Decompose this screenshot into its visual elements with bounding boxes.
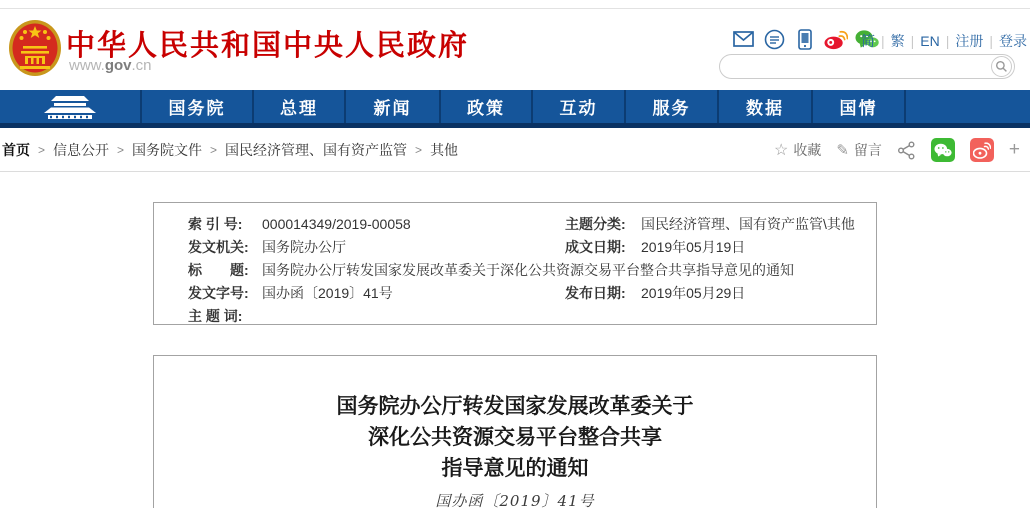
lang-simplified[interactable]: 简 [861, 33, 875, 49]
mobile-icon[interactable] [793, 28, 817, 50]
top-divider [0, 8, 1030, 9]
url-cn: .cn [131, 57, 152, 74]
header-quick-icons [731, 28, 879, 50]
nav-item-policies[interactable]: 政策 [439, 90, 531, 123]
search-box[interactable] [719, 54, 1015, 79]
meta-agency-value: 国务院办公厅 [262, 238, 346, 255]
nav-item-interaction[interactable]: 互动 [531, 90, 624, 123]
document-title-line: 指导意见的通知 [441, 455, 589, 480]
breadcrumb-home[interactable]: 首页 [2, 142, 30, 158]
meta-index-label: 索 引 号: [188, 215, 243, 232]
breadcrumb [2, 129, 458, 171]
weibo-share-icon [973, 142, 991, 159]
meta-row [154, 235, 876, 258]
site-url[interactable] [69, 57, 152, 74]
meta-docno-value: 国办函〔2019〕41号 [262, 284, 393, 301]
document-number: 国办函〔2019〕41号 [435, 492, 595, 508]
meta-row [154, 304, 876, 327]
nav-item-services[interactable]: 服务 [624, 90, 717, 123]
nav-item-premier[interactable]: 总理 [252, 90, 344, 123]
meta-category-label: 主题分类: [565, 215, 626, 232]
breadcrumb-bar [0, 129, 1030, 172]
mail-icon[interactable] [731, 28, 755, 50]
nav-item-national-conditions[interactable]: 国情 [811, 90, 904, 123]
lang-english[interactable]: EN [920, 33, 940, 49]
meta-row [154, 258, 876, 281]
lang-separator: | [881, 33, 885, 49]
nav-item-state-council[interactable]: 国务院 [140, 90, 252, 123]
search-input[interactable] [732, 56, 982, 77]
nav-filler [904, 90, 1030, 123]
message-icon[interactable] [762, 28, 786, 50]
lang-separator: | [945, 33, 950, 49]
nav-bottom-strip [0, 123, 1030, 128]
lang-traditional[interactable]: 繁 [890, 33, 905, 49]
favorite-button[interactable] [774, 140, 821, 160]
breadcrumb-separator: > [210, 143, 218, 157]
meta-row [154, 212, 876, 235]
meta-title-value: 国务院办公厅转发国家发展改革委关于深化公共资源交易平台整合共享指导意见的通知 [262, 261, 794, 278]
weibo-icon[interactable] [824, 28, 848, 50]
login-link[interactable]: 登录 [999, 33, 1028, 49]
page-actions [774, 129, 1020, 171]
share-button[interactable] [897, 141, 916, 160]
search-button[interactable] [991, 56, 1012, 77]
document-title-line: 深化公共资源交易平台整合共享 [368, 424, 662, 449]
meta-written-date-value: 2019年05月19日 [641, 238, 746, 255]
site-title: 中华人民共和国中央人民政府 [66, 30, 470, 62]
wechat-share-icon [934, 143, 952, 158]
share-icon [897, 141, 916, 160]
tiananmen-icon [34, 94, 106, 120]
search-icon [995, 60, 1008, 73]
breadcrumb-category[interactable]: 国民经济管理、国有资产监管 [225, 142, 408, 158]
breadcrumb-separator: > [38, 143, 46, 157]
more-share-button[interactable]: + [1008, 139, 1020, 160]
url-www: www. [69, 57, 105, 74]
message-button[interactable] [836, 140, 882, 160]
register-link[interactable]: 注册 [955, 33, 984, 49]
document-title-line: 国务院办公厅转发国家发展改革委关于 [336, 393, 694, 418]
meta-keywords-label: 主 题 词: [188, 307, 243, 324]
lang-separator: | [989, 33, 994, 49]
meta-agency-label: 发文机关: [188, 238, 249, 255]
document-title [154, 390, 876, 483]
nav-item-news[interactable]: 新闻 [344, 90, 439, 123]
share-weibo-button[interactable] [970, 138, 994, 162]
meta-index-value: 000014349/2019-00058 [262, 215, 411, 232]
national-emblem-icon [8, 19, 62, 77]
language-login-bar [861, 31, 1027, 51]
lang-separator: | [910, 33, 915, 49]
meta-written-date-label: 成文日期: [565, 238, 626, 255]
meta-pub-date-value: 2019年05月29日 [641, 284, 746, 301]
main-nav [0, 90, 1030, 128]
nav-home-button[interactable] [0, 90, 140, 123]
breadcrumb-info-disclosure[interactable]: 信息公开 [53, 142, 110, 158]
pencil-icon: ✎ [836, 142, 849, 159]
share-wechat-button[interactable] [931, 138, 955, 162]
breadcrumb-state-council-documents[interactable]: 国务院文件 [132, 142, 203, 158]
document-meta-box [153, 202, 877, 325]
breadcrumb-other[interactable]: 其他 [430, 142, 459, 158]
nav-item-data[interactable]: 数据 [717, 90, 811, 123]
star-icon: ☆ [773, 142, 789, 159]
meta-category-value: 国民经济管理、国有资产监管\其他 [641, 215, 855, 232]
favorite-label: 收藏 [793, 142, 822, 158]
document-content-box [153, 355, 877, 508]
breadcrumb-separator: > [117, 143, 125, 157]
meta-docno-label: 发文字号: [188, 284, 249, 301]
url-gov: gov [104, 57, 132, 74]
meta-title-label: 标 题: [188, 261, 249, 278]
meta-pub-date-label: 发布日期: [565, 284, 626, 301]
meta-row [154, 281, 876, 304]
message-label: 留言 [853, 142, 882, 158]
breadcrumb-separator: > [415, 143, 423, 157]
